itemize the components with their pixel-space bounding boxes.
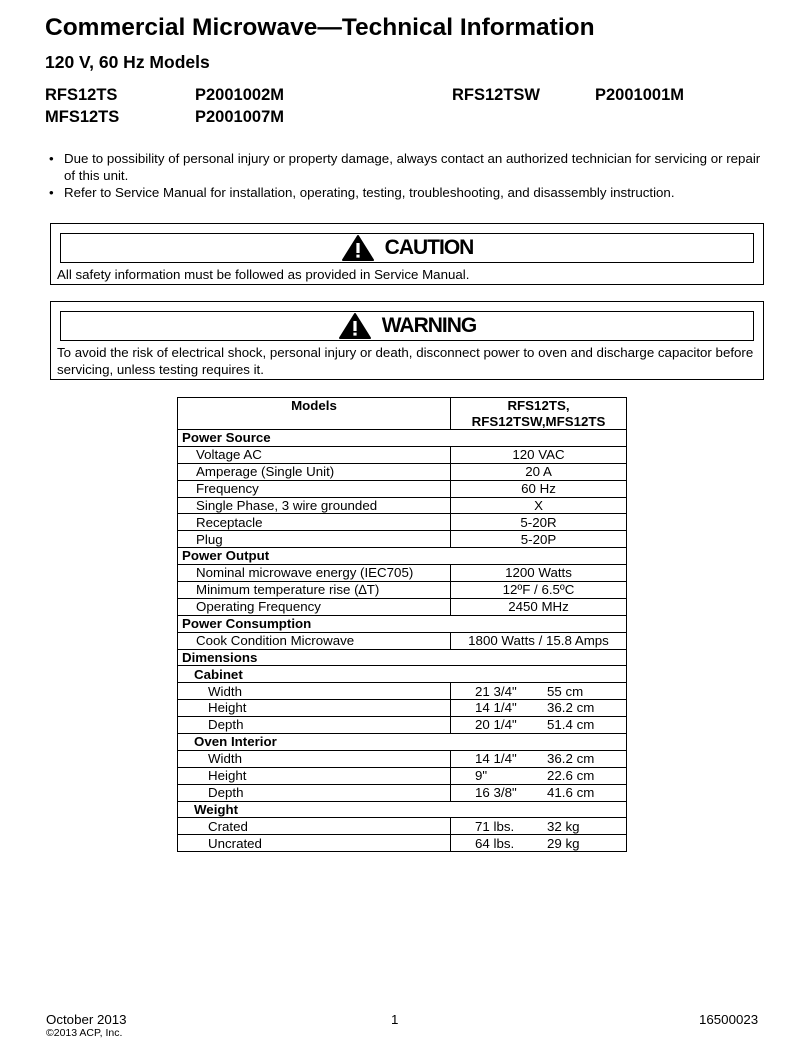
row-value	[451, 767, 627, 784]
caution-box	[50, 223, 764, 285]
warning-banner	[60, 311, 754, 341]
table-row	[178, 784, 627, 801]
imperial-value: 14 1/4"	[475, 751, 517, 767]
subsection-cabinet: Cabinet	[178, 666, 627, 683]
caution-banner	[60, 233, 754, 263]
row-value: 1800 Watts / 15.8 Amps	[451, 632, 627, 649]
metric-value: 36.2 cm	[547, 751, 595, 767]
list-item	[46, 184, 761, 201]
row-label: Depth	[178, 717, 451, 734]
row-label: Operating Frequency	[178, 598, 451, 615]
document-title: Commercial Microwave—Technical Information	[45, 14, 595, 41]
section-row	[178, 649, 627, 666]
header-models: Models	[178, 398, 451, 430]
bullet-glyph: •	[49, 151, 54, 166]
imperial-value: 16 3/8"	[475, 784, 517, 800]
table-row	[178, 818, 627, 835]
row-value	[451, 683, 627, 700]
list-item	[46, 150, 761, 184]
table-row	[178, 531, 627, 548]
row-label: Uncrated	[178, 835, 451, 852]
section-row	[178, 548, 627, 565]
safety-notes-list	[46, 150, 761, 201]
table-row	[178, 446, 627, 463]
table-row	[178, 767, 627, 784]
spec-table	[177, 397, 627, 852]
header-model-list-line: RFS12TS,	[507, 398, 570, 413]
caution-text: All safety information must be followed as provided in Service Manual.	[57, 267, 470, 282]
table-row	[178, 598, 627, 615]
row-label: Width	[178, 750, 451, 767]
warning-text: To avoid the risk of electrical shock, personal injury or death, disconnect power to oven and discharge capacitor before servicing, unless testing requires it.	[57, 345, 754, 377]
row-value: 5-20P	[451, 531, 627, 548]
footer-copyright: ©2013 ACP, Inc.	[46, 1027, 123, 1039]
warning-triangle-icon	[338, 312, 372, 340]
row-value	[451, 700, 627, 717]
row-label: Crated	[178, 818, 451, 835]
table-row	[178, 717, 627, 734]
row-value	[451, 750, 627, 767]
model-part-number: P2001001M	[595, 86, 684, 104]
row-value: 5-20R	[451, 514, 627, 531]
model-part-number: P2001007M	[195, 108, 284, 126]
table-row	[178, 683, 627, 700]
subsection-weight: Weight	[178, 801, 627, 818]
subsection-oven-interior: Oven Interior	[178, 734, 627, 751]
row-label: Nominal microwave energy (IEC705)	[178, 565, 451, 582]
warning-heading: WARNING	[381, 314, 477, 337]
row-value	[451, 717, 627, 734]
header-model-list-line: RFS12TSW,MFS12TS	[471, 413, 606, 429]
model-name: RFS12TSW	[452, 86, 541, 104]
metric-value: 29 kg	[547, 835, 580, 851]
row-value: 2450 MHz	[451, 598, 627, 615]
row-label: Width	[178, 683, 451, 700]
table-header-row	[178, 398, 627, 430]
row-label: Minimum temperature rise (∆T)	[178, 582, 451, 599]
table-row	[178, 835, 627, 852]
table-row	[178, 582, 627, 599]
model-name: RFS12TS	[45, 86, 118, 104]
row-value: 12ºF / 6.5ºC	[451, 582, 627, 599]
table-row	[178, 514, 627, 531]
table-row	[178, 632, 627, 649]
header-model-list	[451, 398, 627, 430]
section-power-output: Power Output	[178, 548, 627, 565]
metric-value: 32 kg	[547, 818, 580, 834]
row-value	[451, 784, 627, 801]
footer-document-number: 16500023	[699, 1012, 759, 1027]
table-row	[178, 497, 627, 514]
row-label: Height	[178, 700, 451, 717]
table-row	[178, 750, 627, 767]
row-label: Height	[178, 767, 451, 784]
row-value	[451, 835, 627, 852]
imperial-value: 20 1/4"	[475, 717, 517, 733]
caution-heading: CAUTION	[384, 236, 474, 259]
row-label: Single Phase, 3 wire grounded	[178, 497, 451, 514]
section-row	[178, 430, 627, 447]
row-value	[451, 818, 627, 835]
metric-value: 55 cm	[547, 683, 584, 699]
metric-value: 22.6 cm	[547, 768, 595, 783]
section-dimensions: Dimensions	[178, 649, 627, 666]
footer-date: October 2013	[46, 1012, 127, 1027]
table-row	[178, 565, 627, 582]
warning-box	[50, 301, 764, 380]
row-value: 60 Hz	[451, 480, 627, 497]
row-value: 1200 Watts	[451, 565, 627, 582]
row-label: Cook Condition Microwave	[178, 632, 451, 649]
table-row	[178, 700, 627, 717]
model-part-number: P2001002M	[195, 86, 284, 104]
row-label: Plug	[178, 531, 451, 548]
imperial-value: 9"	[475, 768, 488, 783]
row-value: 20 A	[451, 463, 627, 480]
metric-value: 36.2 cm	[547, 700, 595, 716]
subsection-row	[178, 801, 627, 818]
section-row	[178, 615, 627, 632]
list-item-text: Refer to Service Manual for installation, operating, testing, troubleshooting, and disassembly instruction.	[64, 185, 675, 200]
imperial-value: 14 1/4"	[475, 700, 517, 716]
model-name: MFS12TS	[45, 108, 120, 126]
document-subtitle: 120 V, 60 Hz Models	[45, 52, 210, 72]
list-item-text: Due to possibility of personal injury or property damage, always contact an authorized technician for servicing or repair of this unit.	[64, 151, 761, 183]
table-row	[178, 463, 627, 480]
row-label: Voltage AC	[178, 446, 451, 463]
bullet-glyph: •	[49, 185, 54, 200]
imperial-value: 71 lbs.	[475, 818, 515, 834]
row-value: X	[451, 497, 627, 514]
subsection-row	[178, 666, 627, 683]
row-label: Amperage (Single Unit)	[178, 463, 451, 480]
footer-page-number: 1	[391, 1012, 399, 1027]
metric-value: 51.4 cm	[547, 717, 595, 733]
subsection-row	[178, 734, 627, 751]
row-label: Receptacle	[178, 514, 451, 531]
imperial-value: 21 3/4"	[475, 683, 517, 699]
row-label: Frequency	[178, 480, 451, 497]
table-row	[178, 480, 627, 497]
section-power-consumption: Power Consumption	[178, 615, 627, 632]
warning-triangle-icon	[341, 234, 375, 262]
section-power-source: Power Source	[178, 430, 627, 447]
imperial-value: 64 lbs.	[475, 835, 515, 851]
metric-value: 41.6 cm	[547, 784, 595, 800]
row-value: 120 VAC	[451, 446, 627, 463]
row-label: Depth	[178, 784, 451, 801]
